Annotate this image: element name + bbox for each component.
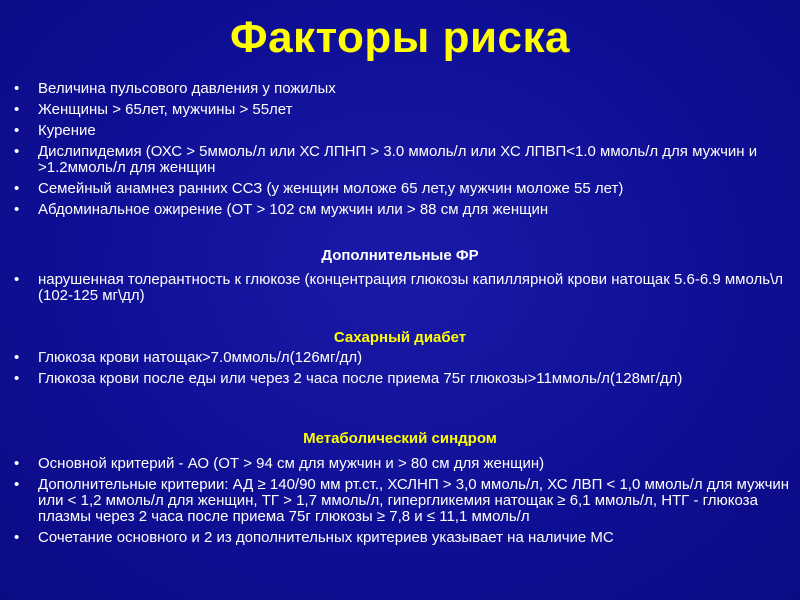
list-item: • Абдоминальное ожирение (ОТ > 102 см мужчин или > 88 см для женщин — [12, 202, 792, 218]
risk-factors-list — [12, 81, 792, 223]
list-item: • нарушенная толерантность к глюкозе (концентрация глюкозы капиллярной крови натощак 5.6-6.9 ммоль\л (102-125 мг\дл) — [12, 272, 792, 304]
additional-factors-list — [12, 272, 792, 309]
metabolic-syndrome-list — [12, 456, 792, 551]
list-item: • Глюкоза крови натощак>7.0ммоль/л(126мг/дл) — [12, 350, 792, 366]
diabetes-list — [12, 350, 792, 392]
slide-title: Факторы риска — [230, 13, 570, 62]
list-item: • Дислипидемия (ОХС > 5ммоль/л или ХС ЛПНП > 3.0 ммоль/л или ХС ЛПВП<1.0 ммоль/л для мужчин и >1.2ммоль/л для женщин — [12, 144, 792, 176]
diabetes-heading: Сахарный диабет — [333, 329, 467, 346]
list-item: • Дополнительные критерии: АД ≥ 140/90 мм рт.ст., ХСЛНП > 3,0 ммоль/л, ХС ЛВП < 1,0 ммоль/л для мужчин или < 1,2 ммоль/л для женщин, ТГ > 1,7 ммоль/л, гипергликемия натощак ≥ 6,1 ммоль/л, НТГ - глюкоза плазмы через 2 часа после приема 75г глюкозы ≥ 7,8 и ≤ 11,1 ммоль/л — [12, 477, 792, 525]
list-item: • Женщины > 65лет, мужчины > 55лет — [12, 102, 792, 118]
list-item: • Курение — [12, 123, 792, 139]
list-item: • Сочетание основного и 2 из дополнительных критериев указывает на наличие МС — [12, 530, 792, 546]
additional-factors-heading: Дополнительные ФР — [321, 247, 479, 264]
list-item: • Основной критерий - АО (ОТ > 94 см для мужчин и > 80 см для женщин) — [12, 456, 792, 472]
list-item: • Глюкоза крови после еды или через 2 часа после приема 75г глюкозы>11ммоль/л(128мг/дл) — [12, 371, 792, 387]
list-item: • Семейный анамнез ранних ССЗ (у женщин моложе 65 лет,у мужчин моложе 55 лет) — [12, 181, 792, 197]
list-item: • Величина пульсового давления у пожилых — [12, 81, 792, 97]
metabolic-syndrome-heading: Метаболический синдром — [303, 430, 497, 447]
